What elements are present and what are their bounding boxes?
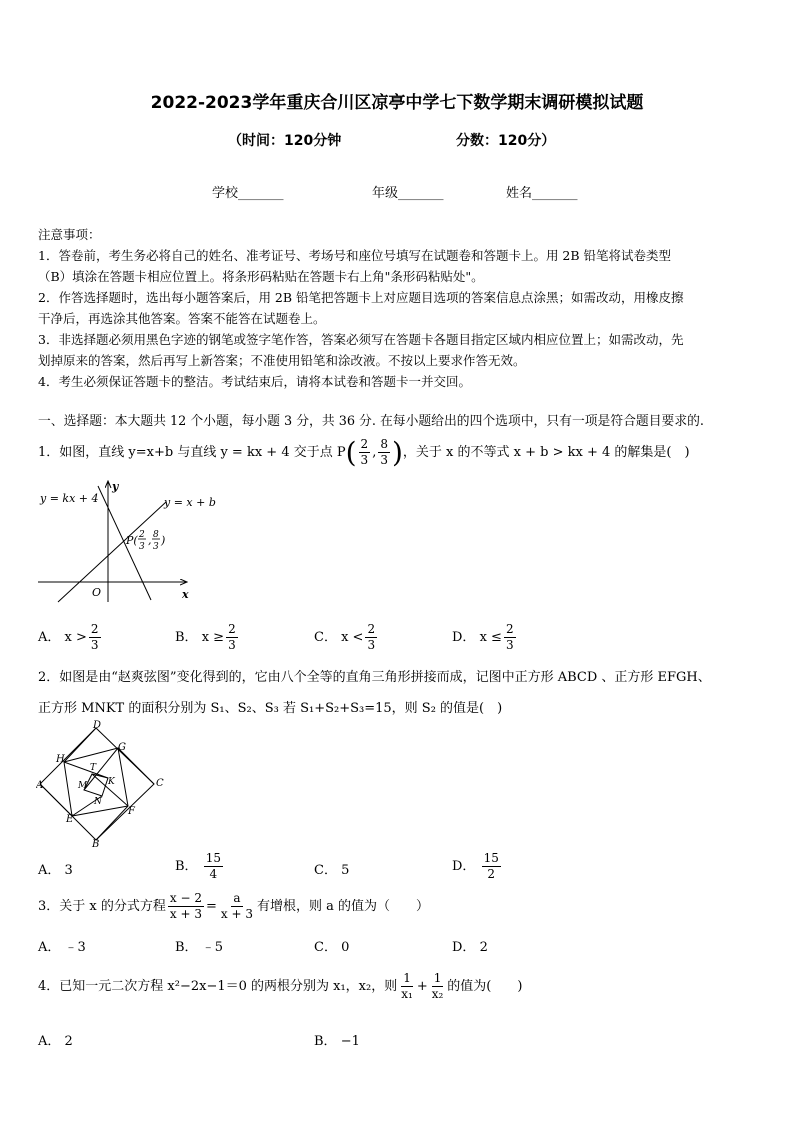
label-g: G <box>118 742 126 753</box>
p-x-fraction: $\frac{2}{3}$ <box>360 437 369 467</box>
segment <box>40 784 72 816</box>
q4-fraction-1: $\frac{1}{\text{x₁}}$ <box>401 971 413 1001</box>
label-p-y-den: 3 <box>153 542 159 552</box>
q3-option-d[interactable]: D． 2 <box>452 940 488 955</box>
label-t: T <box>90 763 97 773</box>
label-h: H <box>56 754 65 765</box>
q1-option-c[interactable]: C． x < $\frac{2}{3}$ <box>314 622 376 652</box>
label-p-y-num: 8 <box>153 530 159 540</box>
label-f: F <box>128 806 135 817</box>
q2-option-d[interactable]: D． $\frac{15}{2}$ <box>452 851 499 881</box>
label-y: y <box>112 480 119 493</box>
label-p: P( <box>126 534 138 547</box>
school-field: 学校_______ <box>212 186 284 201</box>
label-p-close: ) <box>161 534 166 547</box>
label-b: B <box>92 839 100 848</box>
label-origin: O <box>92 586 102 599</box>
grade-field: 年级_______ <box>372 186 444 201</box>
label-c: C <box>156 778 164 789</box>
name-field: 姓名_______ <box>506 186 578 201</box>
label-p-x-num: 2 <box>139 530 145 540</box>
segment <box>64 728 96 762</box>
q4-fraction-2: $\frac{1}{\text{x₂}}$ <box>431 971 444 1001</box>
question-2-line-1: 2．如图是由“赵爽弦图”变化得到的，它由八个全等的直角三角形拼接而成，记图中正方形 ABCD 、正方形 EFGH、 <box>38 670 711 685</box>
question-4-stem: 4．已知一元二次方程 x²−2x−1＝0 的两根分别为 x₁，x₂，则 $\frac{1}{\text{x₁}}$ + $\frac{1}{\text{x₂}}$ 的值为( ) <box>38 971 523 1001</box>
label-p-x-den: 3 <box>139 542 145 552</box>
question-3-stem: 3．关于 x 的分式方程 $\frac{x - 2}{x + 3}$ = $\frac{a}{x + 3}$ 有增根，则 a 的值为（ ） <box>38 891 429 921</box>
label-n: N <box>94 797 102 807</box>
notice-line: 3．非选择题必须用黑色字迹的钢笔或签字笔作答，答案必须写在答题卡各题目指定区域内相应位置上；如需改动，先 <box>38 332 684 347</box>
label-x: x <box>182 588 189 601</box>
label-d: D <box>93 720 102 731</box>
label-xb: y = x + b <box>164 496 216 509</box>
q4-option-b[interactable]: B． −1 <box>314 1034 360 1049</box>
notice-line: 4．考生必须保证答题卡的整洁。考试结束后，请将本试卷和答题卡一并交回。 <box>38 374 471 389</box>
notice-line: 2．作答选择题时，选出每小题答案后，用 2B 铅笔把答题卡上对应题目选项的答案信息点涂黑；如需改动，用橡皮擦 <box>38 290 684 305</box>
label-m: M <box>78 781 88 791</box>
q2-option-b[interactable]: B． $\frac{15}{4}$ <box>175 851 221 881</box>
question-1-stem: 1．如图，直线 y=x+b 与直线 y = kx + 4 交于点 P( $\frac{2}{3}$ , $\frac{8}{3}$ )，关于 x 的不等式 x + b > kx + 4 的解集是( ) <box>38 436 690 469</box>
q1-option-d[interactable]: D． x ≤ $\frac{2}{3}$ <box>452 622 514 652</box>
q4-option-a[interactable]: A． 2 <box>38 1034 73 1049</box>
q1-text-a: 1．如图，直线 y=x+b 与直线 y = kx + 4 交于点 P <box>38 445 346 460</box>
square-abcd <box>40 728 154 840</box>
q2-figure <box>36 720 166 848</box>
q1-option-b[interactable]: B． x ≥ $\frac{2}{3}$ <box>175 622 236 652</box>
notice-line: （B）填涂在答题卡相应位置上。将条形码粘贴在答题卡右上角"条形码粘贴处"。 <box>38 269 484 284</box>
q1-graph <box>36 476 216 606</box>
score-label: 分数：120分） <box>456 133 556 149</box>
notice-line: 1．答卷前，考生务必将自己的姓名、准考证号、考场号和座位号填写在试题卷和答题卡上。用 2B 铅笔将试卷类型 <box>38 248 672 263</box>
q3-lhs-fraction: $\frac{x - 2}{x + 3}$ <box>169 891 202 921</box>
q1-option-a[interactable]: A． x > $\frac{2}{3}$ <box>38 622 99 652</box>
notice-heading: 注意事项： <box>38 227 101 242</box>
label-a: A <box>36 780 44 791</box>
question-2-line-2: 正方形 MNKT 的面积分别为 S₁、S₂、S₃ 若 S₁+S₂+S₃=15，则 S₂ 的值是( ) <box>38 701 503 716</box>
page-title: 2022-2023学年重庆合川区凉亭中学七下数学期末调研模拟试题 <box>150 93 644 113</box>
q1-text-b: ，关于 x 的不等式 x + b > kx + 4 的解集是( ) <box>402 445 690 460</box>
label-p-comma: , <box>148 534 152 547</box>
notice-line: 划掉原来的答案，然后再写上新答案；不准使用铅笔和涂改液。不按以上要求作答无效。 <box>38 353 526 368</box>
q3-rhs-fraction: $\frac{a}{x + 3}$ <box>220 891 253 921</box>
q3-option-c[interactable]: C． 0 <box>314 940 350 955</box>
q3-option-a[interactable]: A． ﹣3 <box>38 940 86 955</box>
p-y-fraction: $\frac{8}{3}$ <box>380 437 388 467</box>
section-heading: 一、选择题：本大题共 12 个小题，每小题 3 分，共 36 分. 在每小题给出的四个选项中，只有一项是符合题目要求的. <box>38 414 704 429</box>
q2-option-a[interactable]: A． 3 <box>38 863 73 878</box>
q2-option-c[interactable]: C． 5 <box>314 863 350 878</box>
notice-line: 干净后，再选涂其他答案。答案不能答在试题卷上。 <box>38 311 326 326</box>
q3-option-b[interactable]: B． ﹣5 <box>175 940 223 955</box>
label-k: K <box>108 777 115 787</box>
time-label: （时间：120分钟 <box>228 133 342 149</box>
segment <box>64 762 108 778</box>
label-kx: y = kx + 4 <box>40 492 99 505</box>
label-e: E <box>66 814 74 825</box>
